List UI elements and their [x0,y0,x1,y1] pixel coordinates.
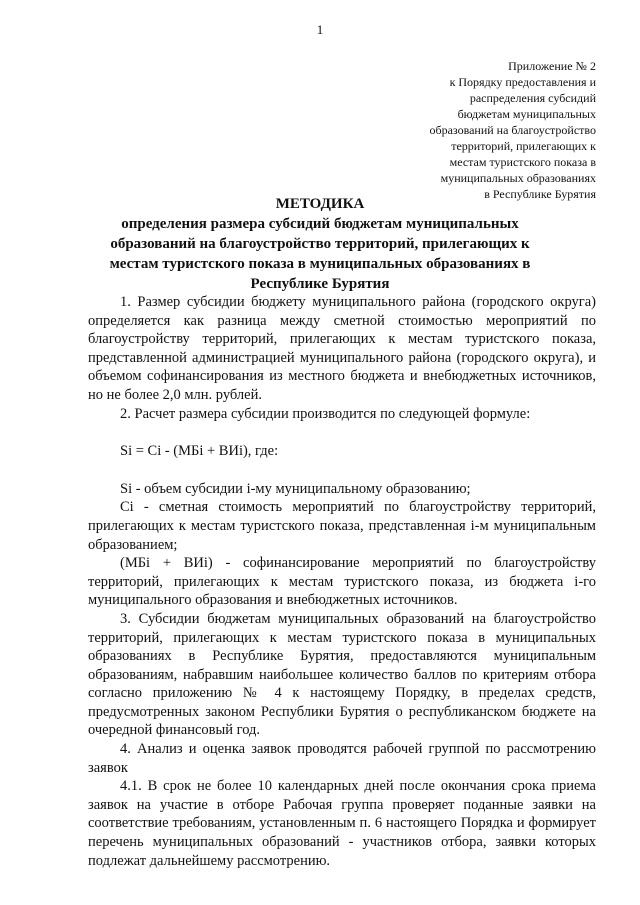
paragraph-3: 3. Субсидии бюджетам муниципальных образований на благоустройство территорий, прилегающих к местам туристского показа в муниципальных образованиях в Республике Бурятия, предоставляются муниципальным образованиям, набравшим наибольшее количество баллов по критериям отбора согласно приложению № 4 к настоящему Порядку, в пределах средств, предусмотренных законом Республики Бурятия о республиканском бюджете на очередной финансовый год. [88,610,596,739]
paragraph-4: 4. Анализ и оценка заявок проводятся рабочей группой по рассмотрению заявок [88,741,596,776]
appendix-line: территорий, прилегающих к [451,139,596,153]
appendix-header [376,58,596,202]
appendix-line: бюджетам муниципальных [457,107,596,121]
appendix-line: к Порядку предоставления и [449,75,596,89]
subtitle-line: образований на благоустройство территорий, прилегающих к [110,236,530,252]
document-title: МЕТОДИКА [275,196,365,212]
definition-ci: Ci - сметная стоимость мероприятий по благоустройству территорий, прилегающих к местам туристского показа, представленная i-м муниципальным образованием; [88,499,596,553]
appendix-line: Приложение № 2 [508,59,596,73]
formula: Si = Ci - (МБi + ВИi), где: [120,443,279,460]
appendix-line: распределения субсидий [469,91,596,105]
definition-si: Si - объем субсидии i-му муниципальному образованию; [120,480,471,497]
paragraph-4-1: 4.1. В срок не более 10 календарных дней после окончания срока приема заявок на участие в отборе Рабочая группа проверяет поданные заявки на соответствие требованиям, установленным п. 6 настоящего Порядка и формирует перечень муниципальных образований - участников отбора, заявки которых подлежат дальнейшему рассмотрению. [88,778,596,869]
page-number: 1 [316,22,324,37]
appendix-line: местам туристского показа в [449,155,596,169]
paragraph-2: 2. Расчет размера субсидии производится по следующей формуле: [120,405,531,422]
definition-mb-vi: (МБi + ВИi) - софинансирование мероприятий по благоустройству территорий, прилегающих к местам туристского показа, из бюджета i-го муниципального образования и внебюджетных источников. [88,555,596,609]
appendix-line: в Республике Бурятия [484,187,596,201]
appendix-line: муниципальных образованиях [440,171,596,185]
paragraph-1: 1. Размер субсидии бюджету муниципального района (городского округа) определяется как разница между сметной стоимостью мероприятий по благоустройству территорий, прилегающих к местам туристского показа, представленной администрацией муниципального района (городского округа), и объемом софинансирования из местного бюджета и внебюджетных источников, но не более 2,0 млн. рублей. [88,294,596,403]
subtitle-line: Республике Бурятия [250,276,390,292]
subtitle-line: местам туристского показа в муниципальных образованиях в [109,256,531,272]
document-body [88,293,596,870]
appendix-line: образований на благоустройство [429,123,596,137]
document-subtitle [0,214,640,294]
subtitle-line: определения размера субсидий бюджетам муниципальных [121,216,519,232]
